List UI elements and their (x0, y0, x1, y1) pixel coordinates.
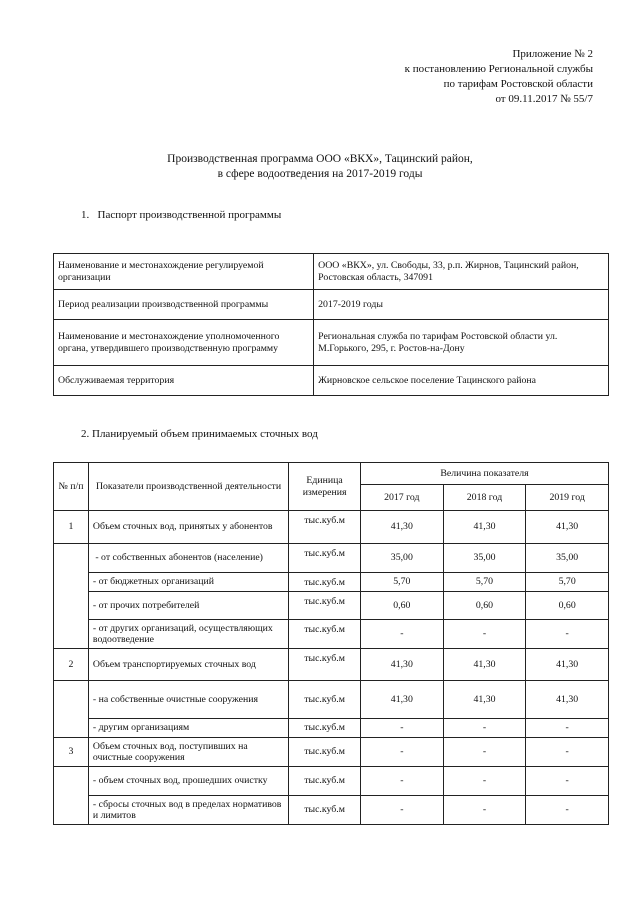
row-value-2017: 41,30 (361, 649, 444, 681)
passport-key: Период реализации производственной программы (54, 290, 314, 320)
table-row (54, 620, 609, 649)
passport-value: Жирновское сельское поселение Тацинского района (314, 366, 609, 396)
row-value-2017: - (361, 738, 444, 767)
row-num: 2 (54, 649, 89, 681)
row-value-2018: - (443, 738, 526, 767)
row-num: 3 (54, 738, 89, 767)
title-line-2: в сфере водоотведения на 2017-2019 годы (217, 168, 423, 180)
passport-key: Наименование и местонахождение уполномоченного органа, утвердившего производственную программу (54, 320, 314, 366)
row-value-2018: 41,30 (443, 649, 526, 681)
row-value-2017: - (361, 719, 444, 738)
row-value-2018: 35,00 (443, 544, 526, 573)
row-unit: тыс.куб.м (289, 544, 361, 573)
table-row (54, 290, 609, 320)
row-value-2018: 0,60 (443, 592, 526, 620)
row-unit: тыс.куб.м (289, 681, 361, 719)
header-value-group: Величина показателя (361, 463, 609, 485)
row-unit: тыс.куб.м (289, 592, 361, 620)
appendix-line-3: по тарифам Ростовской области (443, 78, 593, 90)
appendix-line-4: от 09.11.2017 № 55/7 (495, 93, 593, 105)
row-value-2018: 41,30 (443, 511, 526, 544)
volume-table (53, 462, 609, 825)
appendix-line-1: Приложение № 2 (512, 48, 593, 60)
row-indicator: - сбросы сточных вод в пределах нормативов и лимитов (88, 796, 288, 825)
row-value-2018: 5,70 (443, 573, 526, 592)
table-row (54, 649, 609, 681)
row-unit: тыс.куб.м (289, 738, 361, 767)
row-value-2017: - (361, 796, 444, 825)
row-value-2019: 41,30 (526, 511, 609, 544)
row-indicator: - объем сточных вод, прошедших очистку (88, 767, 288, 796)
table-row (54, 592, 609, 620)
row-unit: тыс.куб.м (289, 511, 361, 544)
row-unit: тыс.куб.м (289, 620, 361, 649)
passport-value: Региональная служба по тарифам Ростовской области ул. М.Горького, 295, г. Ростов-на-Дону (314, 320, 609, 366)
row-value-2017: 5,70 (361, 573, 444, 592)
header-indicator: Показатели производственной деятельности (88, 463, 288, 511)
row-num (54, 544, 89, 649)
table-row (54, 796, 609, 825)
row-unit: тыс.куб.м (289, 796, 361, 825)
row-indicator: - от прочих потребителей (88, 592, 288, 620)
passport-key: Наименование и местонахождение регулируемой организации (54, 254, 314, 290)
passport-value: ООО «ВКХ», ул. Свободы, 33, р.п. Жирнов, Тацинский район, Ростовская область, 347091 (314, 254, 609, 290)
passport-table (53, 253, 609, 396)
passport-value: 2017-2019 годы (314, 290, 609, 320)
row-value-2019: 41,30 (526, 649, 609, 681)
row-unit: тыс.куб.м (289, 767, 361, 796)
row-unit: тыс.куб.м (289, 573, 361, 592)
row-indicator: - от других организаций, осуществляющих водоотведение (88, 620, 288, 649)
row-value-2017: 41,30 (361, 511, 444, 544)
document-title (0, 152, 640, 182)
table-row (54, 573, 609, 592)
section-2-heading: 2. Планируемый объем принимаемых сточных вод (81, 428, 318, 440)
row-value-2019: 41,30 (526, 681, 609, 719)
row-value-2019: 5,70 (526, 573, 609, 592)
passport-key: Обслуживаемая территория (54, 366, 314, 396)
appendix-header (405, 47, 593, 107)
header-2018: 2018 год (443, 485, 526, 511)
row-unit: тыс.куб.м (289, 649, 361, 681)
table-row (54, 366, 609, 396)
row-indicator: - на собственные очистные сооружения (88, 681, 288, 719)
row-indicator: Объем транспортируемых сточных вод (88, 649, 288, 681)
header-2019: 2019 год (526, 485, 609, 511)
row-value-2018: - (443, 796, 526, 825)
row-value-2017: - (361, 620, 444, 649)
row-value-2019: 0,60 (526, 592, 609, 620)
header-2017: 2017 год (361, 485, 444, 511)
table-row (54, 738, 609, 767)
header-unit: Единица измерения (289, 463, 361, 511)
header-num: № п/п (54, 463, 89, 511)
row-value-2018: - (443, 719, 526, 738)
row-value-2018: - (443, 620, 526, 649)
row-value-2019: 35,00 (526, 544, 609, 573)
row-indicator: - от собственных абонентов (население) (88, 544, 288, 573)
appendix-line-2: к постановлению Региональной службы (404, 63, 593, 75)
row-value-2019: - (526, 719, 609, 738)
row-num: 1 (54, 511, 89, 544)
row-value-2018: 41,30 (443, 681, 526, 719)
row-unit: тыс.куб.м (289, 719, 361, 738)
row-value-2017: 35,00 (361, 544, 444, 573)
title-line-1: Производственная программа ООО «ВКХ», Тацинский район, (167, 153, 473, 165)
row-value-2019: - (526, 620, 609, 649)
table-row (54, 719, 609, 738)
row-indicator: - другим организациям (88, 719, 288, 738)
row-indicator: Объем сточных вод, поступивших на очистные сооружения (88, 738, 288, 767)
row-indicator: - от бюджетных организаций (88, 573, 288, 592)
row-num (54, 681, 89, 738)
table-row (54, 254, 609, 290)
table-row (54, 767, 609, 796)
section-1-heading: 1. Паспорт производственной программы (81, 209, 282, 221)
row-value-2017: - (361, 767, 444, 796)
row-indicator: Объем сточных вод, принятых у абонентов (88, 511, 288, 544)
row-value-2018: - (443, 767, 526, 796)
table-row (54, 681, 609, 719)
table-row (54, 320, 609, 366)
table-header-row (54, 463, 609, 485)
row-num (54, 767, 89, 825)
table-row (54, 511, 609, 544)
row-value-2017: 41,30 (361, 681, 444, 719)
row-value-2019: - (526, 738, 609, 767)
row-value-2017: 0,60 (361, 592, 444, 620)
row-value-2019: - (526, 767, 609, 796)
row-value-2019: - (526, 796, 609, 825)
table-row (54, 544, 609, 573)
